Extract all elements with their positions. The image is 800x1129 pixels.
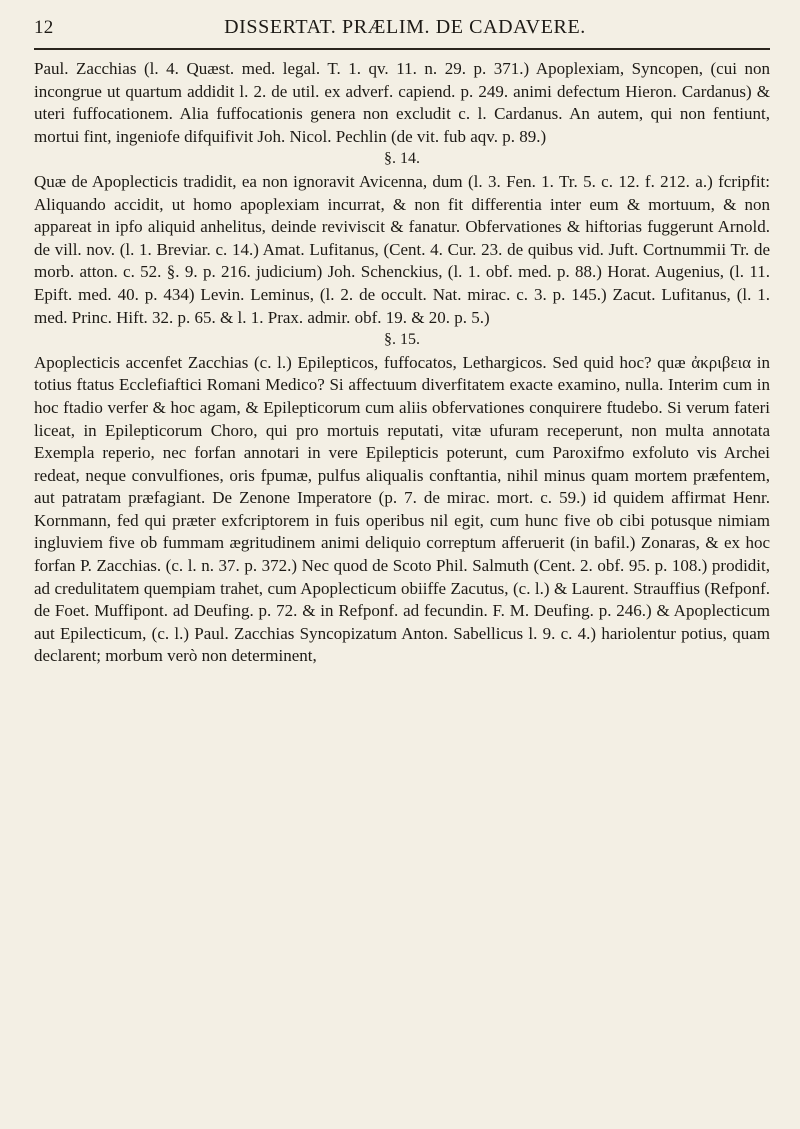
paragraph-3: Apoplecticis accenfet Zacchias (c. l.) Epilepticos, fuffocatos, Lethargicos. Sed quid hoc? quæ ἀκριβεια in totius ftatus Ecclefiaftici Romani Medico? Si affectuum diverfitatem exacte examino, nulla. Interim cum in hoc ftadio verfer & hoc agam, & Epilepticorum cum aliis obfervationes conquirere ftudebo. Si verum fateri liceat, in Epilepticorum Choro, qui pro mortuis reputati, vitæ ufuram receperunt, non multa annotata Exempla reperio, nec forfan annotari in vere Epilepticis poterunt, cum Paroxifmo exfoluto vis Archei redeat, neque convulfiones, oris fpumæ, pulfus aliqualis conftantia, nihil minus quam mortem præfentem, aut patratam præfagiant. De Zenone Imperatore (p. 7. de mirac. mort. c. 59.) id quidem affirmat Henr. Kornmann, fed qui præter exfcriptorem in fuis operibus nil egit, cum hunc five ob cibi potusque nimiam ingluviem five ob fummam ægritudinem animi deliquio correptum afferuerit (in bafil.) Zonaras, & ex hoc forfan P. Zacchias. (c. l. n. 37. p. 372.) Nec quod de Scoto Phil. Salmuth (Cent. 2. obf. 95. p. 108.) prodidit, ad credulitatem quempiam trahet, cum Apoplecticum obiiffe Zacutus, (c. l.) & Laurent. Strauffius (Refponf. de Foet. Muffipont. ad Deufing. p. 72. & in Refponf. ad fecundin. F. M. Deufing. p. 246.) & Apoplecticum aut Epilecticum, (c. l.) Paul. Zacchias Syncopizatum Anton. Sabellicus l. 9. c. 4.) hariolentur potius, quam declarent; morbum verò non determinent, xyxy=(34,352,770,666)
paragraph-2: Quæ de Apoplecticis tradidit, ea non ignoravit Avicenna, dum (l. 3. Fen. 1. Tr. 5. c. 12. f. 212. a.) fcripfit: Aliquando accidit, ut homo apoplexiam incurrat, & non fit differentia inter eum & mortuum, & non appareat in ipfo aliquid anhelitus, deinde reviviscit & fanatur. Obfervationes & hiftorias fuggerunt Arnold. de vill. nov. (l. 1. Breviar. c. 14.) Amat. Lufitanus, (Cent. 4. Cur. 23. de quibus vid. Juft. Cortnummii Tr. de morb. atton. c. 52. §. 9. p. 216. judicium) Joh. Schenckius, (l. 1. obf. med. p. 88.) Horat. Augenius, (l. 11. Epift. med. 40. p. 434) Levin. Leminus, (l. 2. de occult. Nat. mirac. c. 3. p. 145.) Zacut. Lufitanus, (l. 1. med. Princ. Hift. 32. p. 65. & l. 1. Prax. admir. obf. 19. & 20. p. 5.) xyxy=(34,171,770,327)
section-mark-14: §. 14. xyxy=(384,150,420,168)
paragraph-1: Paul. Zacchias (l. 4. Quæst. med. legal. T. 1. qv. 11. n. 29. p. 371.) Apoplexiam, Syncopen, (cui non incongrue ut quartum addidit l. 2. de util. ex adverf. capiend. p. 249. animi defectum Hieron. Cardanus) & uteri fuffocationem. Alia fuffocationis genera non excludit c. l. Cardanus. An autem, qui non fentiunt, mortui fint, ingeniofe difquifivit Joh. Nicol. Pechlin (de vit. fub aqv. p. 89.) xyxy=(34,59,770,146)
body-text xyxy=(34,58,770,668)
running-title: DISSERTAT. PRÆLIM. DE CADAVERE. xyxy=(224,16,586,38)
page-number: 12 xyxy=(34,17,54,38)
section-mark-15: §. 15. xyxy=(384,331,420,349)
running-head xyxy=(34,16,770,46)
header-rule xyxy=(34,48,770,50)
